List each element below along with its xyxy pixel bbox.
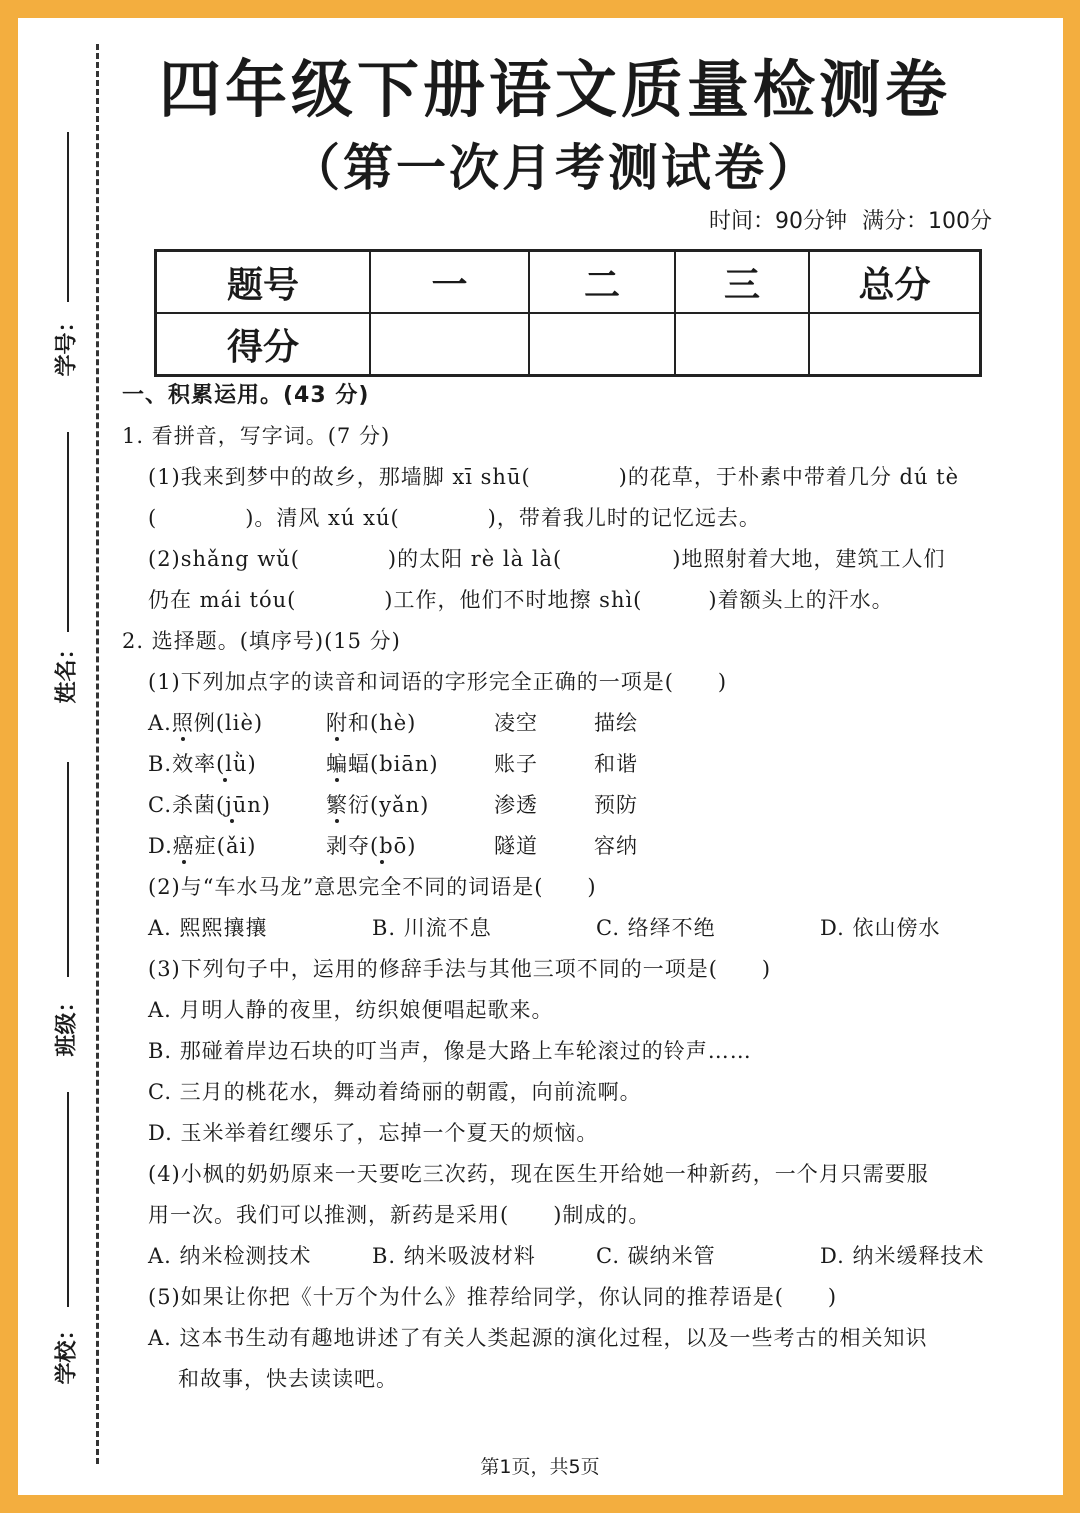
q2-sub-2: (2)与“车水马龙”意思完全不同的词语是( ) <box>148 875 597 899</box>
q2-1-option-a-word3: 凌空 <box>494 711 538 735</box>
q2-1-option-d-word3: 隧道 <box>494 834 538 858</box>
school-line <box>67 1092 69 1307</box>
q2-sub-5: (5)如果让你把《十万个为什么》推荐给同学，你认同的推荐语是( ) <box>148 1285 838 1309</box>
option-letter: C. <box>148 793 172 817</box>
q2-1-option-a <box>148 707 263 737</box>
name-line <box>67 432 69 632</box>
score-table-header <box>156 251 981 314</box>
school-label: 学校： <box>54 1318 80 1385</box>
q2-1-option-c-word3: 渗透 <box>494 793 538 817</box>
score-table-row <box>156 313 981 376</box>
score-cell-total[interactable] <box>809 313 981 376</box>
score-table <box>154 249 982 377</box>
option-letter: B. <box>148 752 173 776</box>
q2-4-option-b: B. 纳米吸波材料 <box>372 1244 536 1268</box>
word-rest: 蝠(biān) <box>348 752 439 776</box>
time-limit: 时间：90分钟 <box>709 209 847 234</box>
word-rest: 例(liè) <box>193 711 264 735</box>
class-line <box>67 762 69 977</box>
q2-1-option-b-word2 <box>326 748 439 778</box>
q2-sub-1: (1)下列加点字的读音和词语的字形完全正确的一项是( ) <box>148 670 728 694</box>
cut-line <box>96 44 99 1464</box>
q1-line-3: (2)shǎng wǔ( )的太阳 rè là là( )地照射着大地，建筑工人们 <box>148 547 946 571</box>
score-cell-1[interactable] <box>370 313 529 376</box>
word-start: 效 <box>172 752 195 776</box>
full-score: 满分：100分 <box>862 209 992 234</box>
q2-sub-3: (3)下列句子中，运用的修辞手法与其他三项不同的一项是( ) <box>148 957 772 981</box>
dotted-char: 蝙 <box>326 752 348 776</box>
student-id-label: 学号： <box>54 310 80 377</box>
header-total: 总分 <box>809 251 981 314</box>
q2-4-option-a: A. 纳米检测技术 <box>148 1244 312 1268</box>
exam-meta <box>701 204 992 235</box>
q2-2-option-d: D. 依山傍水 <box>820 916 941 940</box>
option-letter: D. <box>148 834 173 858</box>
dotted-word: 率(lǜ) <box>194 752 257 776</box>
q2-2-option-a: A. 熙熙攘攘 <box>148 916 268 940</box>
q2-4-option-d: D. 纳米缓释技术 <box>820 1244 985 1268</box>
q2-sub-4-line-1: (4)小枫的奶奶原来一天要吃三次药，现在医生开给她一种新药，一个月只需要服 <box>148 1162 929 1186</box>
q2-2-option-c: C. 络绎不绝 <box>596 916 716 940</box>
q2-1-option-b-word3: 账子 <box>494 752 538 776</box>
q2-1-option-b <box>148 748 257 778</box>
name-label: 姓名： <box>54 637 80 704</box>
q2-sub-4-line-2: 用一次。我们可以推测，新药是采用( )制成的。 <box>148 1203 651 1227</box>
q1-line-1: (1)我来到梦中的故乡，那墙脚 xī shū( )的花草，于朴素中带着几分 dú tè <box>148 465 960 489</box>
dotted-char: 繁 <box>326 793 348 817</box>
q2-1-option-a-word2 <box>326 707 416 737</box>
q2-1-option-d-word4: 容纳 <box>594 834 638 858</box>
q2-4-option-c: C. 碳纳米管 <box>596 1244 716 1268</box>
class-label: 班级： <box>54 990 80 1057</box>
word-rest: 衍(yǎn) <box>348 793 430 817</box>
q2-1-option-b-word4: 和谐 <box>594 752 638 776</box>
word-rest: 和(hè) <box>348 711 417 735</box>
dotted-char: 附 <box>326 711 348 735</box>
score-cell-2[interactable] <box>529 313 675 376</box>
q2-5-option-a-line-1: A. 这本书生动有趣地讲述了有关人类起源的演化过程，以及一些考古的相关知识 <box>148 1326 928 1350</box>
header-part-3: 三 <box>675 251 809 314</box>
q2-3-option-b: B. 那碰着岸边石块的叮当声，像是大路上车轮滚过的铃声…… <box>148 1039 752 1063</box>
page-footer: 第1页，共5页 <box>480 1456 600 1478</box>
q2-title: 2. 选择题。(填序号)(15 分) <box>122 629 401 653</box>
q2-3-option-a: A. 月明人静的夜里，纺织娘便唱起歌来。 <box>148 998 554 1022</box>
q2-5-option-a-line-2: 和故事，快去读读吧。 <box>178 1367 398 1391</box>
q2-1-option-d <box>148 830 256 860</box>
header-part-2: 二 <box>529 251 675 314</box>
dotted-char: 癌 <box>172 834 195 858</box>
page-title: 四年级下册语文质量检测卷 <box>158 53 951 126</box>
q2-1-option-c <box>148 789 271 819</box>
q2-1-option-d-word2 <box>326 830 416 860</box>
q2-1-option-c-word2 <box>326 789 429 819</box>
q2-3-option-d: D. 玉米举着红缨乐了，忘掉一个夏天的烦恼。 <box>148 1121 599 1145</box>
score-row-label: 得分 <box>156 313 371 376</box>
word-start: 杀 <box>172 793 194 817</box>
section-heading: 一、积累运用。(43 分) <box>122 383 370 408</box>
dotted-word: 菌(jūn) <box>194 793 271 817</box>
score-cell-3[interactable] <box>675 313 809 376</box>
q2-1-option-a-word4: 描绘 <box>594 711 638 735</box>
dotted-char: 照 <box>171 711 194 735</box>
q2-3-option-c: C. 三月的桃花水，舞动着绮丽的朝霞，向前流啊。 <box>148 1080 642 1104</box>
q1-title: 1. 看拼音，写字词。(7 分) <box>122 424 391 448</box>
q2-1-option-c-word4: 预防 <box>594 793 638 817</box>
dotted-word: 夺(bō) <box>348 834 417 858</box>
q1-line-2: ( )。清风 xú xú( )，带着我儿时的记忆远去。 <box>148 506 761 530</box>
option-letter: A. <box>148 711 172 735</box>
header-question-number: 题号 <box>156 251 371 314</box>
word-rest: 症(ǎi) <box>194 834 257 858</box>
header-part-1: 一 <box>370 251 529 314</box>
page-subtitle: （第一次月考测试卷） <box>290 139 820 197</box>
q1-line-4: 仍在 mái tóu( )工作，他们不时地擦 shì( )着额头上的汗水。 <box>148 588 894 612</box>
q2-2-option-b: B. 川流不息 <box>372 916 492 940</box>
word-start: 剥 <box>326 834 348 858</box>
